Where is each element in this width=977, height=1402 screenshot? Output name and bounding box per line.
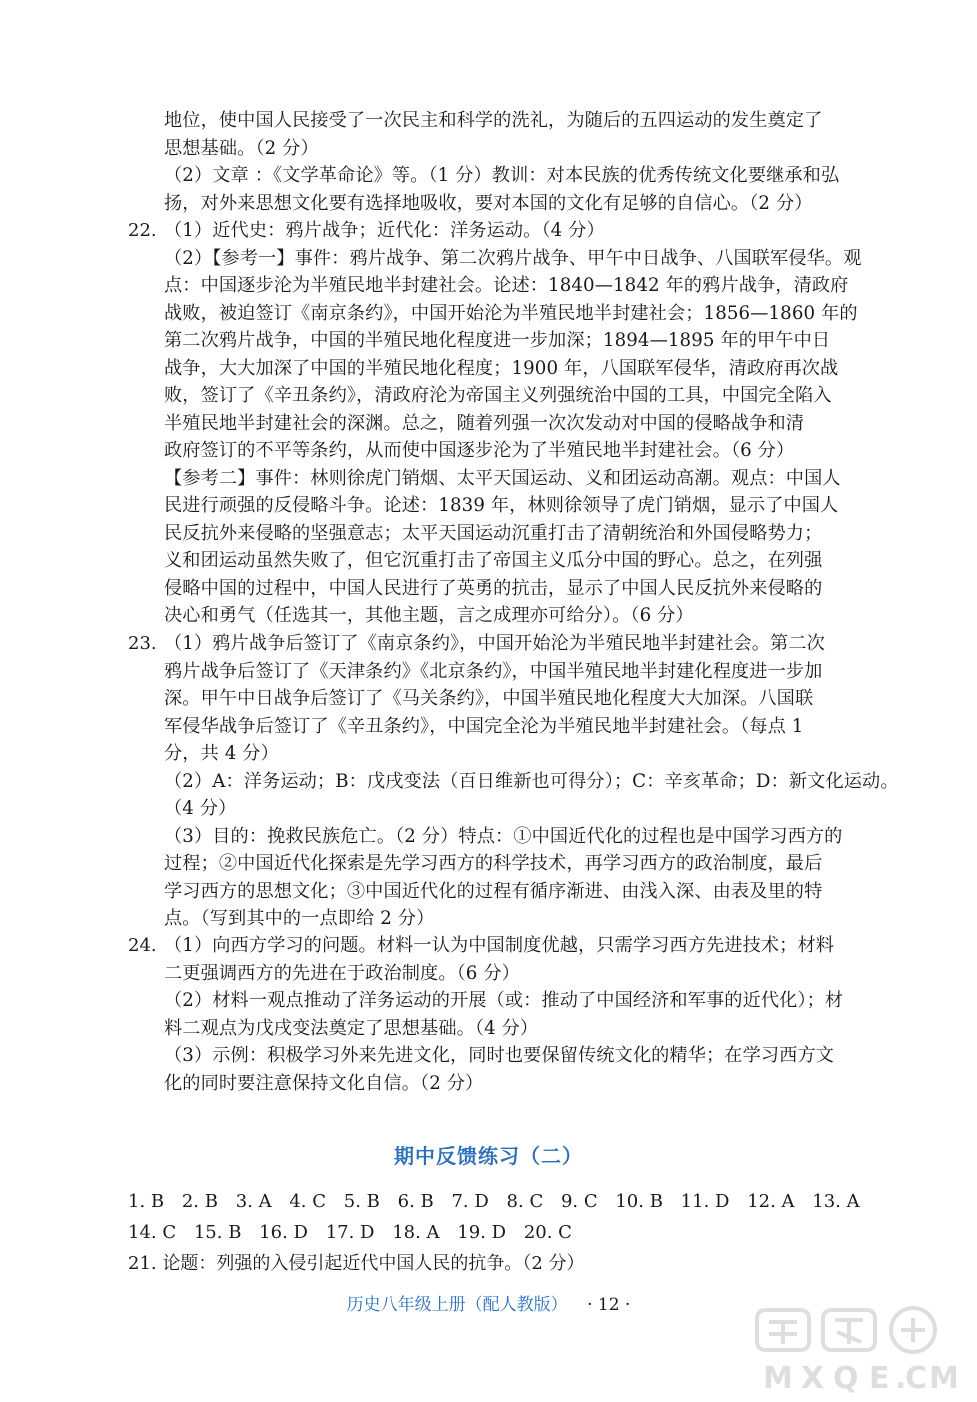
text-line: （1）鸦片战争后签订了《南京条约》，中国开始沦为半殖民地半封建社会。第二次	[164, 633, 825, 654]
answer-item: 14. C	[128, 1222, 177, 1243]
text-line: 战争，大大加深了中国的半殖民地化程度；1900 年，八国联军侵华，清政府再次战	[164, 357, 839, 379]
answer-item: 1. B	[128, 1191, 165, 1212]
answer-item: 3. A	[235, 1191, 272, 1212]
text-line: 半殖民地半封建社会的深渊。总之，随着列强一次次发动对中国的侵略战争和清	[164, 412, 805, 434]
text-line: 深。甲午中日战争后签订了《马关条约》，中国半殖民地化程度大大加深。八国联	[164, 688, 814, 709]
text-line: （3）目的：挽救民族危亡。（2 分）特点：①中国近代化的过程也是中国学习西方的	[164, 825, 843, 847]
answer-item: 13. A	[812, 1191, 860, 1212]
answers-row-1	[128, 1186, 888, 1217]
text-line: （2）【参考一】事件：鸦片战争、第二次鸦片战争、甲午中日战争、八国联军侵华。观	[164, 247, 862, 269]
text-line: 败，签订了《辛丑条约》，清政府沦为帝国主义列强统治中国的工具，中国完全陷入	[164, 385, 832, 406]
question-23	[128, 630, 899, 933]
text-line: 【参考二】事件：林则徐虎门销烟、太平天国运动、义和团运动高潮。观点：中国人	[164, 467, 841, 489]
text-line: 点：中国逐步沦为半殖民地半封建社会。论述：1840—1842 年的鸦片战争，清政府	[164, 275, 849, 296]
answer-item: 19. D	[457, 1222, 507, 1243]
question-22-body	[164, 217, 868, 630]
svg-text:M: M	[929, 1361, 959, 1396]
answer-item: 18. A	[392, 1222, 440, 1243]
text-line: 扬，对外来思想文化要有选择地吸收，要对本国的文化有足够的自信心。（2 分）	[164, 192, 813, 214]
watermark-logo-icon	[749, 1304, 959, 1396]
svg-text:Q: Q	[833, 1361, 859, 1396]
svg-text:M: M	[763, 1361, 793, 1396]
question-23-row	[128, 630, 899, 933]
text-line: （2）材料一观点推动了洋务运动的开展（或：推动了中国经济和军事的近代化）；材	[164, 990, 844, 1011]
choice-answers	[128, 1186, 888, 1279]
text-line: 地位，使中国人民接受了一次民主和科学的洗礼，为随后的五四运动的发生奠定了	[164, 110, 823, 131]
question-22-row	[128, 217, 868, 630]
page-number: · 12 ·	[587, 1295, 631, 1315]
text-line: 鸦片战争后签订了《天津条约》《北京条约》，中国半殖民地半封建化程度进一步加	[164, 660, 823, 682]
answer-item: 8. C	[506, 1191, 544, 1212]
section-title: 期中反馈练习（二）	[394, 1144, 583, 1168]
text-line: 军侵华战争后签订了《辛丑条约》，中国完全沦为半殖民地半封建社会。（每点 1	[164, 715, 804, 737]
question-24-body	[164, 932, 868, 1097]
text-line: 点。（写到其中的一点即给 2 分）	[164, 908, 435, 929]
question-23-body	[164, 630, 899, 933]
text-line: 战败，被迫签订《南京条约》，中国开始沦为半殖民地半封建社会；1856—1860 年的	[164, 302, 858, 324]
svg-text:X: X	[801, 1361, 825, 1396]
text-line: 化的同时要注意保持文化自信。（2 分）	[164, 1072, 484, 1094]
answers-row-2	[128, 1217, 888, 1248]
answer-item: 16. D	[259, 1222, 308, 1243]
text-line: （3）示例：积极学习外来先进文化，同时也要保留传统文化的精华；在学习西方文	[164, 1045, 835, 1066]
answer-item: 15. B	[193, 1222, 242, 1243]
question-21-line: 21. 论题：列强的入侵引起近代中国人民的抗争。（2 分）	[128, 1253, 585, 1274]
continuation-row	[128, 107, 868, 217]
text-line: （1）向西方学习的问题。材料一认为中国制度优越，只需学习西方先进技术；材料	[164, 935, 835, 956]
svg-text:C: C	[905, 1361, 928, 1396]
answer-item: 17. D	[325, 1222, 375, 1243]
text-line: 决心和勇气（任选其一，其他主题，言之成理亦可给分）。（6 分）	[164, 605, 694, 626]
svg-text:.: .	[895, 1361, 907, 1396]
text-line: 义和团运动虽然失败了，但它沉重打击了帝国主义瓜分中国的野心。总之，在列强	[164, 550, 823, 571]
answer-item: 5. B	[343, 1191, 380, 1212]
question-24	[128, 932, 868, 1097]
text-line: （4 分）	[164, 798, 237, 819]
answer-item: 4. C	[289, 1191, 327, 1212]
text-line: （1）近代史：鸦片战争；近代化：洋务运动。（4 分）	[164, 220, 605, 241]
question-24-row	[128, 932, 868, 1097]
question-22	[128, 217, 868, 630]
answer-item: 12. A	[747, 1191, 795, 1212]
text-line: 料二观点为戊戌变法奠定了思想基础。（4 分）	[164, 1017, 539, 1039]
answer-item: 9. C	[560, 1191, 598, 1212]
text-line: 第二次鸦片战争，中国的半殖民地化程度进一步加深；1894—1895 年的甲午中日	[164, 330, 831, 351]
svg-text:E: E	[869, 1361, 890, 1396]
continuation-body	[164, 107, 868, 217]
answer-item: 20. C	[523, 1222, 572, 1243]
text-line: 思想基础。（2 分）	[164, 137, 319, 159]
text-line: 学习西方的思想文化；③中国近代化的过程有循序渐进、由浅入深、由表及里的特	[164, 880, 823, 902]
answer-item: 7. D	[451, 1191, 489, 1212]
text-line: 过程；②中国近代化探索是先学习西方的科学技术，再学习西方的政治制度，最后	[164, 853, 823, 874]
text-line: 政府签订的不平等条约，从而使中国逐步沦为了半殖民地半封建社会。（6 分）	[164, 440, 795, 461]
text-line: 侵略中国的过程中，中国人民进行了英勇的抗击，显示了中国人民反抗外来侵略的	[164, 577, 823, 599]
book-title: 历史八年级上册（配人教版）	[346, 1295, 568, 1315]
text-line: 分，共 4 分）	[164, 743, 279, 764]
text-line: 民反抗外来侵略的坚强意志；太平天国运动沉重打击了清朝统治和外国侵略势力；	[164, 522, 823, 544]
continuation-block	[128, 107, 868, 217]
question-number: 24.	[128, 935, 157, 956]
text-line: 民进行顽强的反侵略斗争。论述：1839 年，林则徐领导了虎门销烟，显示了中国人	[164, 495, 839, 516]
answer-item: 11. D	[680, 1191, 730, 1212]
text-line: 二更强调西方的先进在于政治制度。（6 分）	[164, 962, 520, 984]
answer-item: 10. B	[615, 1191, 663, 1212]
answer-item: 2. B	[181, 1191, 218, 1212]
question-number-blank	[128, 107, 164, 217]
question-number: 23.	[128, 633, 157, 654]
text-line: （2）A：洋务运动；B：戊戌变法（百日维新也可得分）；C：辛亥革命；D：新文化运动。	[164, 770, 899, 792]
question-number: 22.	[128, 220, 157, 241]
text-line: （2）文章 ：《文学革命论》等。（1 分）教训：对本民族的优秀传统文化要继承和弘	[164, 165, 840, 186]
answer-item: 6. B	[397, 1191, 434, 1212]
